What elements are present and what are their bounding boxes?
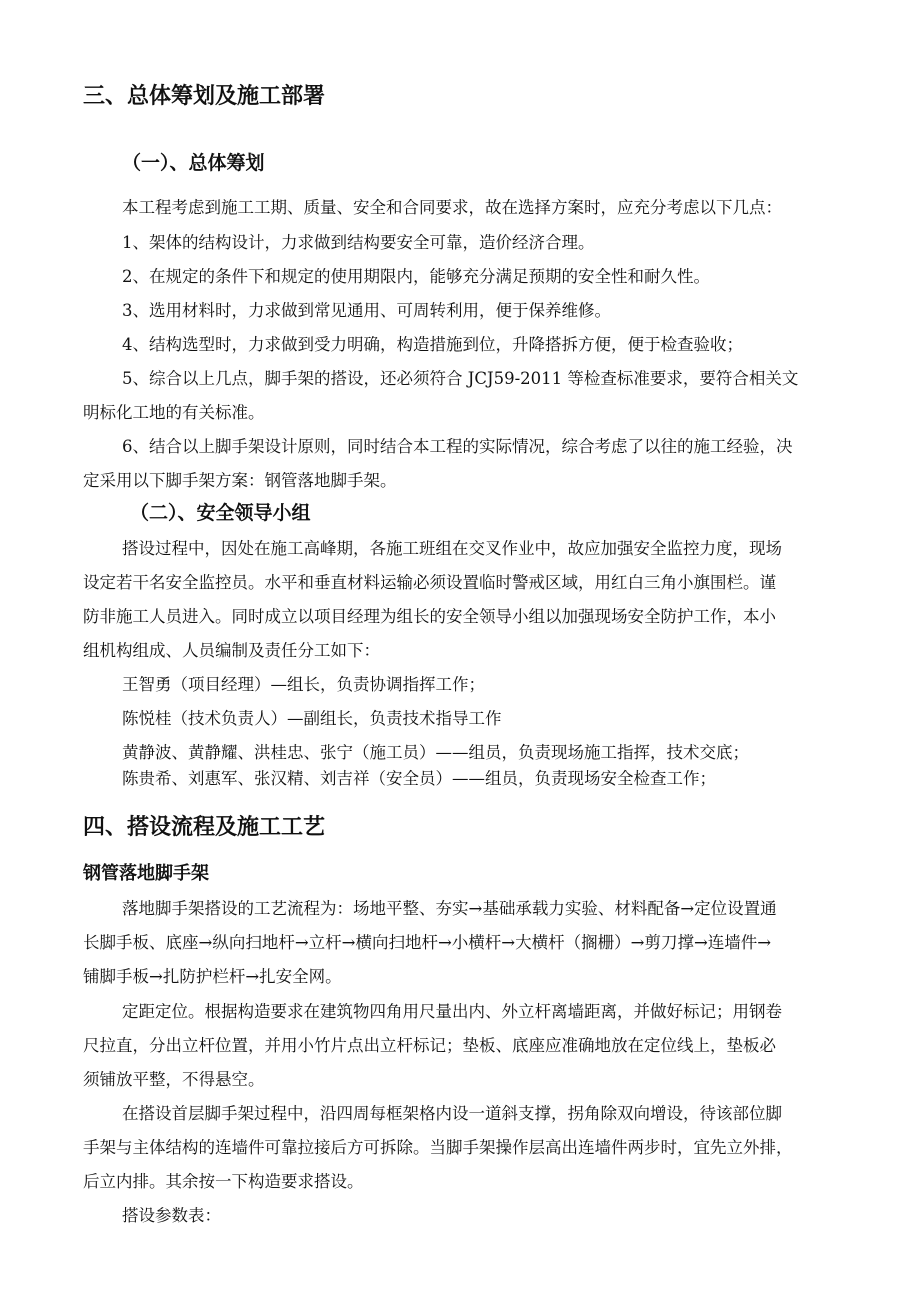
erection-line-3: 后立内排。其余按一下构造要求搭设。 bbox=[83, 1172, 364, 1191]
planning-point-3: 3、选用材料时，力求做到常见通用、可周转利用，便于保养维修。 bbox=[122, 301, 611, 320]
section-4-heading: 四、搭设流程及施工工艺 bbox=[83, 814, 326, 840]
section-3-heading: 三、总体筹划及施工部署 bbox=[83, 83, 326, 109]
subsection-overall-planning-heading: （一）、总体筹划 bbox=[122, 152, 265, 174]
planning-point-6-line-1: 6、结合以上脚手架设计原则，同时结合本工程的实际情况，综合考虑了以往的施工经验，决 bbox=[122, 437, 793, 456]
safety-team-para-line-4: 组机构组成、人员编制及责任分工如下： bbox=[83, 641, 380, 660]
process-flow-line-1: 落地脚手架搭设的工艺流程为：场地平整、夯实→基础承载力实验、材料配备→定位设置通 bbox=[122, 899, 777, 918]
planning-point-5-line-1: 5、综合以上几点，脚手架的搭设，还必须符合 JCJ59-2011 等检查标准要求，要符合相关文 bbox=[122, 369, 799, 388]
parameter-table-caption: 搭设参数表： bbox=[122, 1206, 221, 1225]
team-members-safety: 陈贵希、刘惠军、张汉精、刘吉祥（安全员）——组员，负责现场安全检查工作； bbox=[122, 769, 716, 788]
team-members-construction: 黄静波、黄静耀、洪桂忠、张宁（施工员）——组员，负责现场施工指挥，技术交底； bbox=[122, 743, 749, 762]
planning-point-6-line-2: 定采用以下脚手架方案：钢管落地脚手架。 bbox=[83, 471, 397, 490]
steel-pipe-scaffold-heading: 钢管落地脚手架 bbox=[83, 863, 209, 884]
process-flow-line-3: 铺脚手板→扎防护栏杆→扎安全网。 bbox=[83, 967, 342, 986]
positioning-line-2: 尺拉直，分出立杆位置，并用小竹片点出立杆标记；垫板、底座应准确地放在定位线上，垫板必 bbox=[83, 1036, 776, 1055]
process-flow-line-2: 长脚手板、底座→纵向扫地杆→立杆→横向扫地杆→小横杆→大横杆（搁栅）→剪刀撑→连墙件→ bbox=[83, 933, 772, 952]
positioning-line-3: 须铺放平整，不得悬空。 bbox=[83, 1070, 265, 1089]
erection-line-2: 手架与主体结构的连墙件可靠拉接后方可拆除。当脚手架操作层高出连墙件两步时，宜先立外排， bbox=[83, 1138, 793, 1157]
team-member-leader: 王智勇（项目经理）—组长，负责协调指挥工作； bbox=[122, 675, 485, 694]
safety-team-para-line-2: 设定若干名安全监控员。水平和垂直材料运输必须设置临时警戒区域，用红白三角小旗围栏。谨 bbox=[83, 573, 776, 592]
subsection-safety-team-heading: （二）、安全领导小组 bbox=[130, 502, 311, 524]
team-member-deputy: 陈悦桂（技术负责人）—副组长，负责技术指导工作 bbox=[122, 709, 502, 728]
planning-point-4: 4、结构选型时，力求做到受力明确，构造措施到位，升降搭拆方便，便于检查验收； bbox=[122, 335, 743, 354]
overall-planning-intro: 本工程考虑到施工工期、质量、安全和合同要求，故在选择方案时，应充分考虑以下几点： bbox=[122, 198, 782, 217]
erection-line-1: 在搭设首层脚手架过程中，沿四周每框架格内设一道斜支撑，拐角除双向增设，待该部位脚 bbox=[122, 1104, 782, 1123]
safety-team-para-line-3: 防非施工人员进入。同时成立以项目经理为组长的安全领导小组以加强现场安全防护工作，本小 bbox=[83, 607, 776, 626]
planning-point-2: 2、在规定的条件下和规定的使用期限内，能够充分满足预期的安全性和耐久性。 bbox=[122, 267, 710, 286]
safety-team-para-line-1: 搭设过程中，因处在施工高峰期，各施工班组在交叉作业中，故应加强安全监控力度，现场 bbox=[122, 539, 782, 558]
positioning-line-1: 定距定位。根据构造要求在建筑物四角用尺量出内、外立杆离墙距离，并做好标记；用钢卷 bbox=[122, 1002, 782, 1021]
planning-point-1: 1、架体的结构设计，力求做到结构要安全可靠，造价经济合理。 bbox=[122, 233, 595, 252]
planning-point-5-line-2: 明标化工地的有关标准。 bbox=[83, 403, 265, 422]
